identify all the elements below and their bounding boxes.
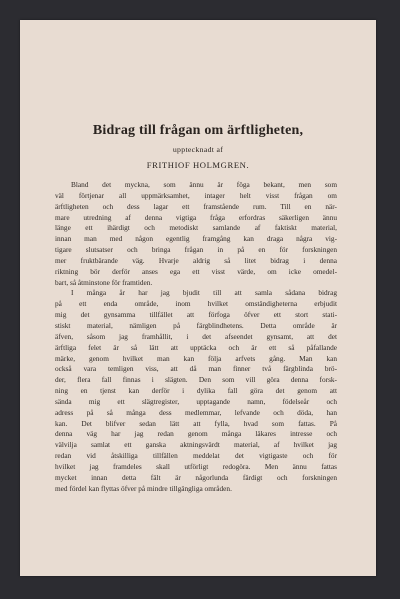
document-subtitle: upptecknadt af	[172, 145, 224, 154]
text-line: märke, genom hvilket man kan följa arfvets gång. Man kan	[55, 353, 337, 363]
text-line: välvilja samlat ett ganska aktningsvärdt material, af hvilket jag	[55, 440, 337, 450]
text-line: med fördel kan flyttas öfver på mindre tillgängliga områden.	[55, 483, 232, 493]
text-line: ning en tjenst kan derför i dylika fall göra det genom att	[55, 386, 337, 396]
text-line: der, flera fall finnas i slägten. Den som vill göra denna forsk-	[55, 375, 337, 385]
text-line: på ett enda område, inom hvilket omständigheterna erbjudit	[55, 299, 337, 309]
text-line: ärftligheten och dess lagar ett framstående rum. Till en när-	[55, 201, 337, 211]
text-line: bart, så åtminstone för framtiden.	[55, 277, 153, 287]
text-line: mare utredning af denna vigtiga fråga erfordras säkerligen ännu	[55, 212, 337, 222]
text-line: mig det gynsamma tillfället att förfoga öfver ett stort stati-	[55, 310, 337, 320]
text-line: stiskt material, nämligen på färgblindhetens. Detta område är	[55, 320, 337, 330]
text-line: innan man med någon egentlig framgång kan draga några vig-	[55, 234, 337, 244]
text-line: ärftliga felet är så lätt att upptäcka och är ett så påfallande	[55, 342, 337, 352]
paragraph	[55, 180, 337, 288]
text-line: redan vid åtskilliga tillfällen meddelat det vigtigaste och för	[55, 451, 337, 461]
text-line: I många år har jag bjudit till att samla sådana bidrag	[71, 288, 337, 298]
document-title: Bidrag till frågan om ärftligheten,	[92, 123, 304, 138]
text-line: adress på så många dess medlemmar, lefvande och döda, han	[55, 407, 337, 417]
document-page	[20, 20, 376, 576]
paragraph	[55, 288, 337, 494]
text-line: riktning bör derför anses ega ett visst värde, om icke omedel-	[55, 266, 337, 276]
text-line: mycket innan detta fält är någorlunda färdigt och forskningen	[55, 472, 337, 482]
document-body	[55, 180, 337, 494]
text-line: länge ett ihärdigt och metodiskt samlande af faktiskt material,	[55, 223, 337, 233]
text-line: hvilket jag framdeles skall utförligt redogöra. Men ännu fattas	[55, 461, 337, 471]
text-line: väl förtjenar all uppmärksamhet, intager helt visst frågan om	[55, 190, 337, 200]
text-line: sända mig ett slägtregister, upptagande namn, födelseår och	[55, 396, 337, 406]
text-line: denna väg har jag redan genom många läkares intresse och	[55, 429, 337, 439]
text-line: tigare slutsatser och bringa frågan in på en för forskningen	[55, 245, 337, 255]
text-line: Bland det myckna, som ännu är föga bekant, men som	[71, 180, 337, 189]
text-line: också vara temligen viss, att då man finner två färgblinda brö-	[55, 364, 337, 374]
document-author: FRITHIOF HOLMGREN.	[146, 160, 250, 170]
text-line: kan. Det blifver sedan lätt att fylla, hvad som fattas. På	[55, 418, 337, 428]
text-line: äfven, såsom jag framhållit, i det afseendet gynsamt, att det	[55, 331, 337, 341]
text-line: mer fruktbärande väg. Hvarje aldrig så litet bidrag i denna	[55, 255, 337, 265]
